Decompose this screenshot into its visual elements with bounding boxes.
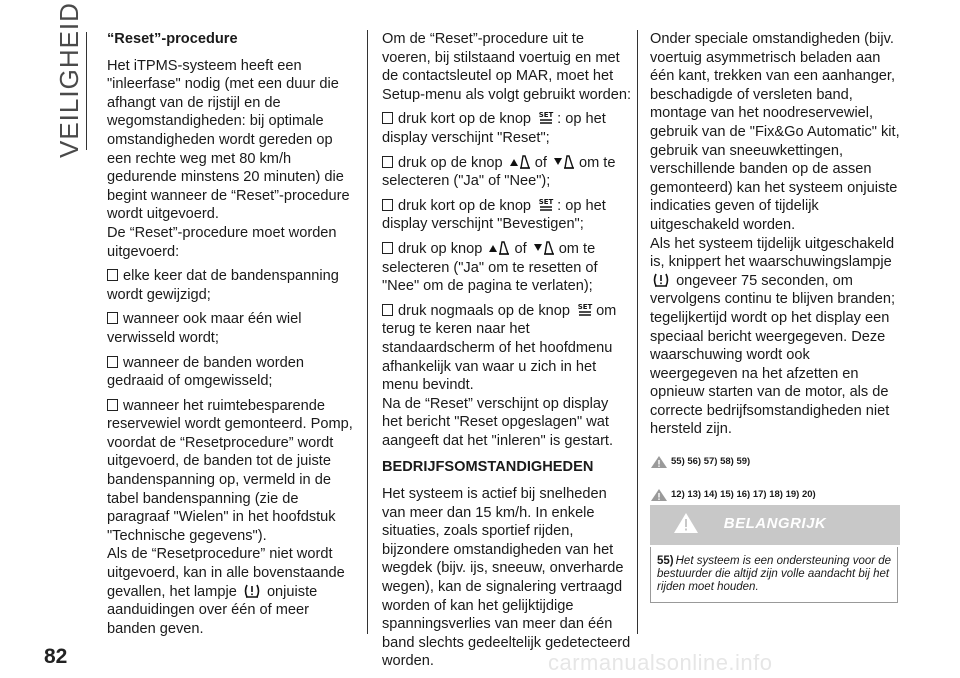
caution-references: 12) 13) 14) 15) 16) 17) 18) 19) 20) [650,486,900,505]
bullet-square-icon [107,356,118,368]
operating-conditions-heading: BEDRIJFSOMSTANDIGHEDEN [382,459,594,476]
paragraph: De “Reset”-procedure moet worden uitgevoerd: [107,224,337,260]
bullet-item: elke keer dat de bandenspanning wordt gewijzigd; [107,268,339,303]
warning-references: 55) 56) 57) 58) 59) [650,453,900,472]
svg-text:SET: SET [538,197,554,206]
paragraph: Onder speciale omstandigheden (bijv. voertuig asymmetrisch beladen aan één kant, trekken van een aanhanger, beschadigde of versleten band, montage van het noodreservewiel, gebruik van de "Fix&Go Automatic" kit, gebruik van sneeuwkettingen, verschillende banden op de assen gemonteerd) kan het systeem onjuiste indicaties geven of tijdelijk uitgeschakeld worden. [650,31,900,233]
column-divider [637,30,638,634]
paragraph: Als het systeem tijdelijk uitgeschakeld is, knippert het waarschuwingslampje ongeveer 75 seconden, om vervolgens continu te blijven branden; tegelijkertijd wordt op het display een speciaal bericht weergegeven. Deze waarschuwing wordt ook weergegeven na het afzetten en opnieuw starten van de motor, als de correcte bedrijfsomstandigheden niet hersteld zijn. [650,235,896,438]
paragraph: Het iTPMS-systeem heeft een "inleerfase" nodig (met een duur die afhangt van de rijstijl en de wegomstandigheden: bij optimale omstandigheden wordt gereden op een rechte weg met 80 km/h gedurende minstens 20 minuten) die begint wanneer de “Reset”-procedure wordt uitgevoerd. [107,57,350,223]
bullet-square-icon [107,269,118,281]
paragraph: Om de “Reset”-procedure uit te voeren, bij stilstaand voertuig en met de contactsleutel op MAR, moet het Setup-menu als volgt gebruikt worden: [382,31,632,103]
svg-text:SET: SET [577,302,593,311]
bullet-square-icon [107,312,118,324]
side-rule [86,32,87,150]
bullet-item: wanneer de banden worden gedraaid of omgewisseld; [107,354,304,390]
bullet-square-icon [107,399,118,411]
watermark: carmanualsonline.info [548,650,773,675]
page-number: 82 [44,645,68,668]
bullet-square-icon [382,304,393,316]
bullet-item: wanneer ook maar één wiel verwisseld wordt; [107,311,302,346]
step-item: druk nogmaals op de knop SET om terug te keren naar het standaardscherm of het hoofdmenu afhankelijk van waar u zich in het menu bevindt. [382,302,617,394]
important-box-header [650,505,900,545]
column-divider [367,30,368,634]
set-button-icon [537,197,555,213]
bullet-square-icon [382,156,393,168]
important-note: 55) Het systeem is een ondersteuning voor de bestuurder die altijd zijn volle aandacht bij het rijden moet houden. [650,547,898,603]
column-1 [107,30,357,638]
section-side-title: VEILIGHEID [54,2,84,158]
paragraph: Als de “Resetprocedure” niet wordt uitgevoerd, kan in alle bovenstaande gevallen, het lampje onjuiste aanduidingen over één of meer banden geven. [107,546,345,637]
step-item: druk op de knop of om te selecteren ("Ja" of "Nee"); [382,154,616,190]
step-item: druk kort op de knop SET : op het display verschijnt "Reset"; [382,111,606,146]
up-button-icon [509,154,533,170]
tire-warning-icon [243,583,261,599]
warning-triangle-icon [650,455,668,469]
tire-warning-icon [652,272,670,288]
caution-triangle-icon [650,488,668,502]
important-title: BELANGRIJK [723,515,827,532]
step-item: druk kort op de knop SET : op het display verschijnt "Bevestigen"; [382,197,606,233]
paragraph: Na de “Reset” verschijnt op display het bericht "Reset opgeslagen" wat aangeeft dat het "inleren" is gestart. [382,395,614,449]
set-button-icon [576,302,594,318]
paragraph: Het systeem is actief bij snelheden van meer dan 15 km/h. In enkele situaties, zoals sportief rijden, bijzondere omstandigheden van het wegdek (bijv. ijs, sneeuw, onverharde wegen), kan de signalering vertraagd worden of kan het gelijktijdige spanningsverlies van meer dan één band slechts gedeeltelijk gedetecteerd worden. [382,486,631,670]
up-button-icon [488,240,512,256]
reset-procedure-heading: “Reset”-procedure [107,31,238,47]
bullet-square-icon [382,242,393,254]
column-2 [382,30,632,671]
bullet-item: wanneer het ruimtebesparende reservewiel wordt gemonteerd. Pomp, voordat de “Resetprocedure” wordt uitgevoerd, de banden tot de juiste bandenspanning op, vermeld in de tabel bandenspanning (zie de paragraaf "Wielen" in het hoofdstuk "Technische gegevens"). [107,397,353,544]
svg-text:SET: SET [538,111,554,120]
down-button-icon [533,240,557,256]
down-button-icon [553,154,577,170]
step-item: druk op knop of om te selecteren ("Ja" om te resetten of "Nee" om de pagina te verlaten); [382,240,598,295]
set-button-icon [537,110,555,126]
bullet-square-icon [382,199,393,211]
bullet-square-icon [382,112,393,124]
column-3 [650,30,900,504]
